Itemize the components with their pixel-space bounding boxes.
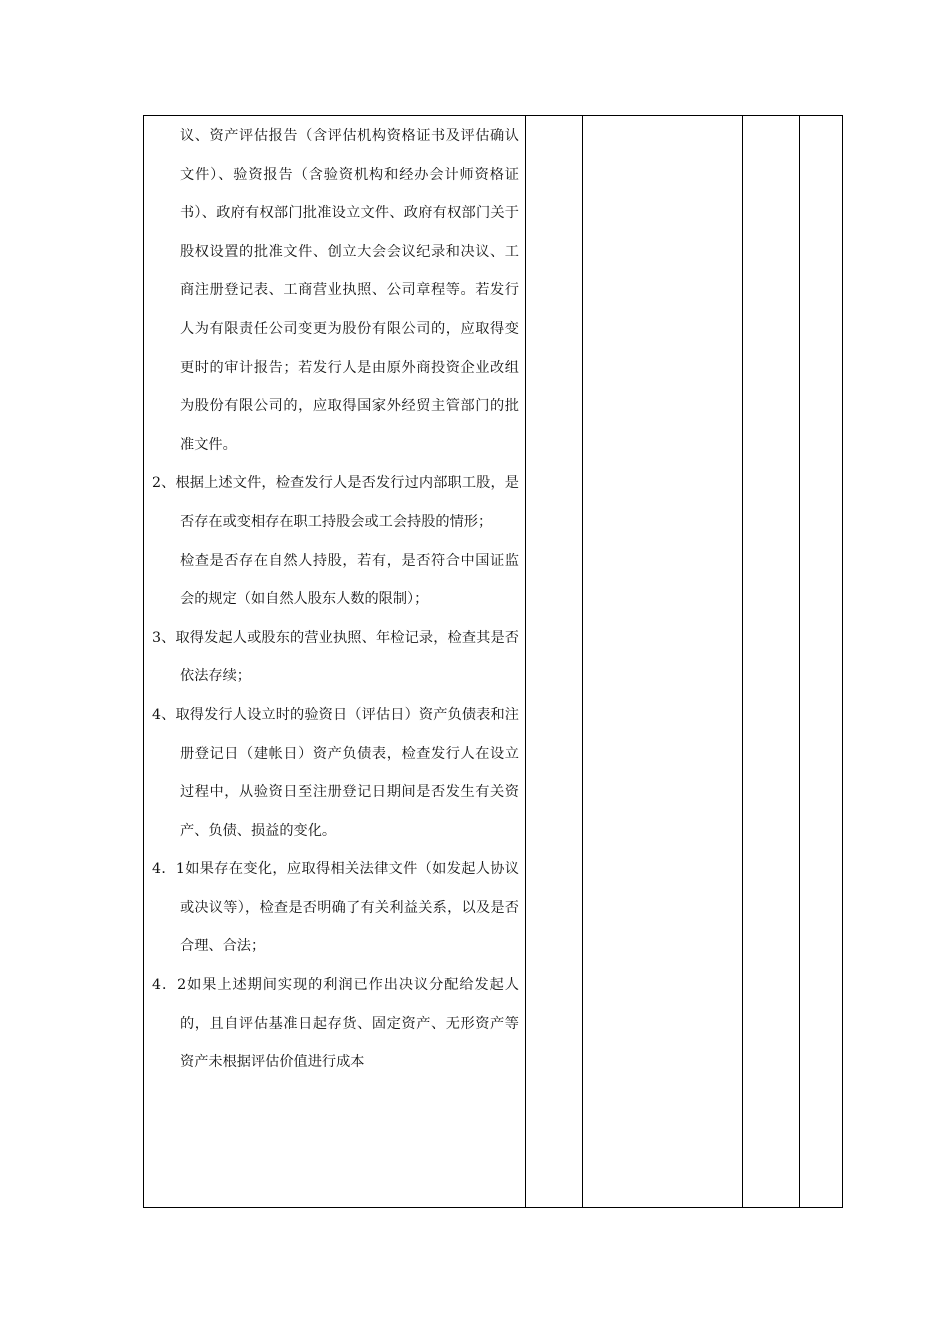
- procedure-content: [144, 116, 525, 1082]
- procedure-item-4-1: 4．1如果存在变化，应取得相关法律文件（如发起人协议或决议等），检查是否明确了有关利益关系，以及是否合理、合法；: [152, 861, 519, 955]
- procedure-paragraph-continuation: 议、资产评估报告（含评估机构资格证书及评估确认文件）、验资报告（含验资机构和经办会计师资格证书）、政府有权部门批准设立文件、政府有权部门关于股权设置的批准文件、创立大会会议纪录和决议、工商注册登记表、工商营业执照、公司章程等。若发行人为有限责任公司变更为股份有限公司的，应取得变更时的审计报告；若发行人是由原外商投资企业改组为股份有限公司的，应取得国家外经贸主管部门的批准文件。: [180, 128, 519, 453]
- procedure-item-4-2: 4．2如果上述期间实现的利润已作出决议分配给发起人的，且自评估基准日起存货、固定资产、无形资产等资产未根据评估价值进行成本: [152, 977, 519, 1071]
- procedure-item-4: 4、取得发行人设立时的验资日（评估日）资产负债表和注册登记日（建帐日）资产负债表，检查发行人在设立过程中，从验资日至注册登记日期间是否发生有关资产、负债、损益的变化。: [152, 706, 519, 839]
- procedure-cell: [144, 116, 526, 1208]
- procedure-item-3: 3、取得发起人或股东的营业执照、年检记录，检查其是否依法存续；: [152, 629, 519, 685]
- procedure-item-2: 2、根据上述文件，检查发行人是否发行过内部职工股，是否存在或变相存在职工持股会或工会持股的情形；: [152, 475, 519, 530]
- checklist-table: [143, 115, 843, 1208]
- empty-cell-2: [583, 116, 743, 1208]
- table-row: [144, 116, 843, 1208]
- empty-cell-4: [800, 116, 843, 1208]
- procedure-item-2-continuation: 检查是否存在自然人持股，若有，是否符合中国证监会的规定（如自然人股东人数的限制）；: [180, 552, 519, 608]
- empty-cell-3: [743, 116, 800, 1208]
- empty-cell-1: [526, 116, 583, 1208]
